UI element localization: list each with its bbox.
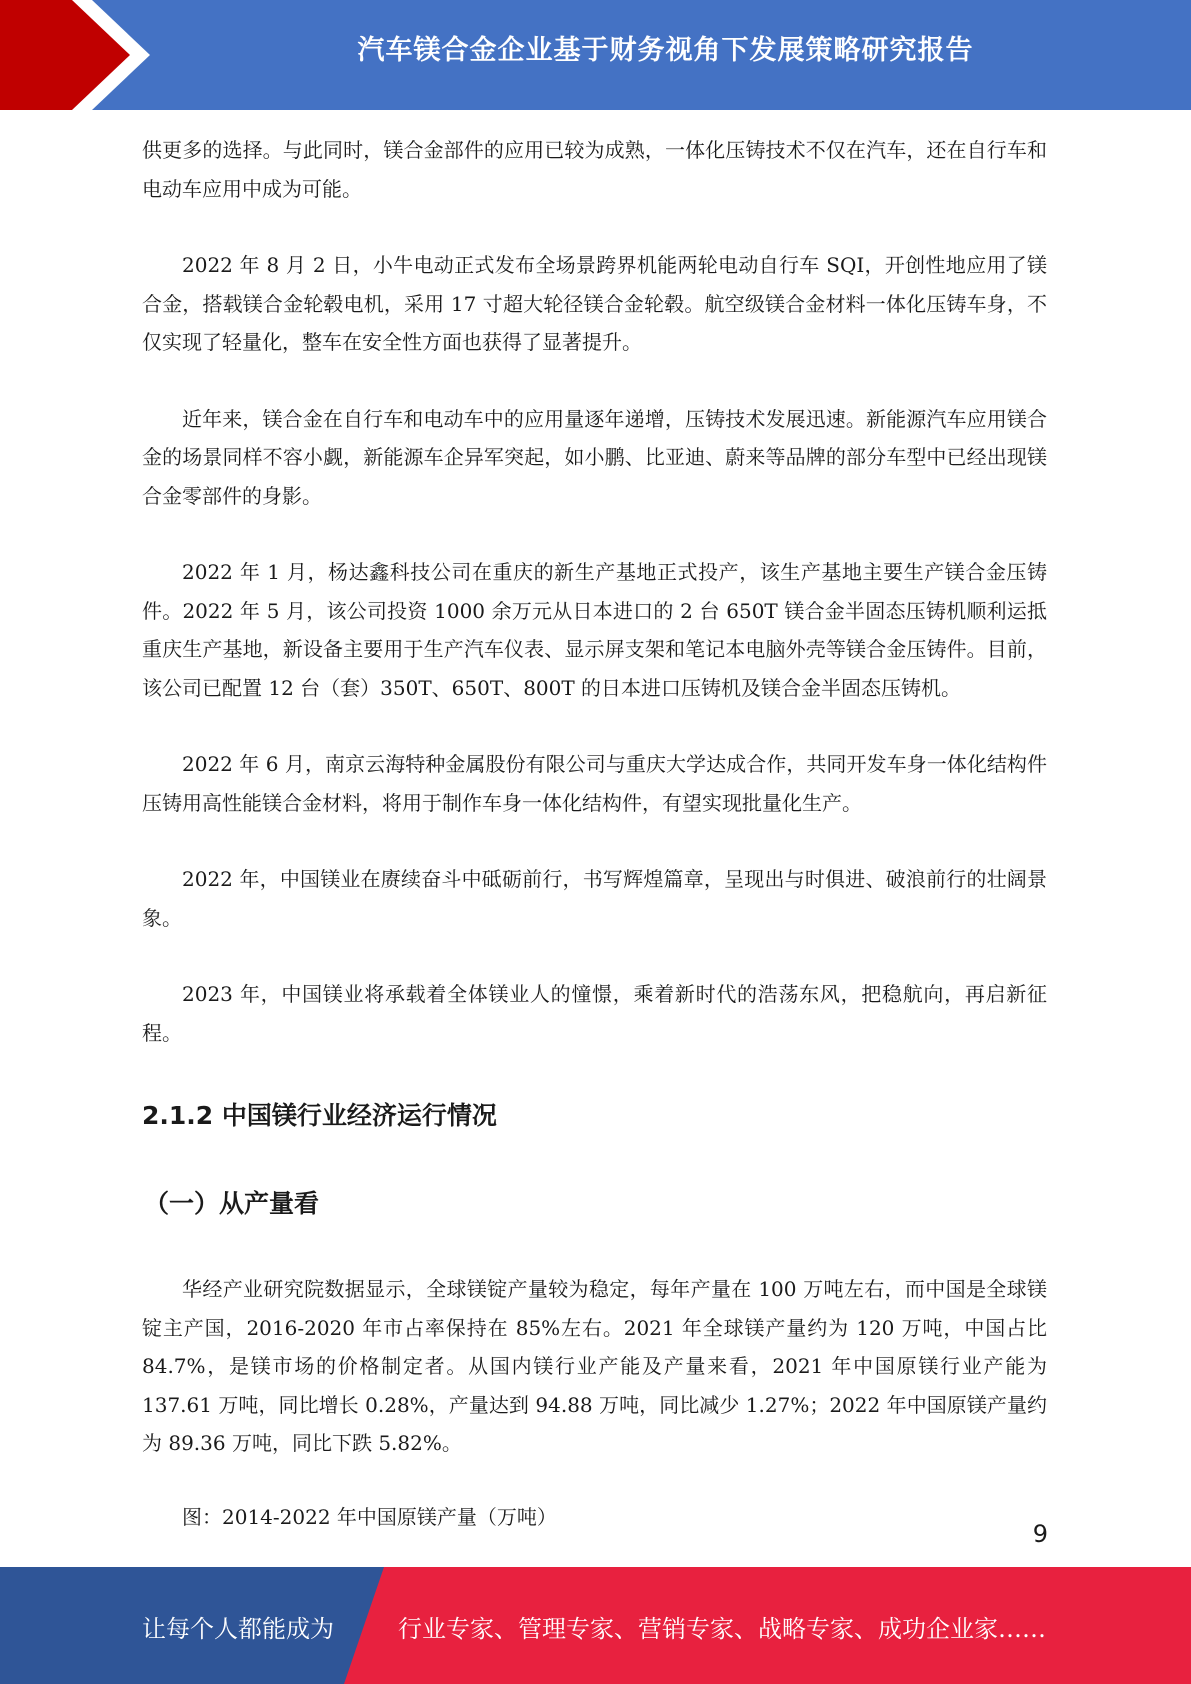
paragraph-2023: 2023 年，中国镁业将承载着全体镁业人的憧憬，乘着新时代的浩荡东风，把稳航向，再启新征程。 (142, 982, 1047, 1045)
paragraph-continuation: 供更多的选择。与此同时，镁合金部件的应用已较为成熟，一体化压铸技术不仅在汽车，还在自行车和电动车应用中成为可能。 (142, 138, 1047, 201)
header-arrow-icon (0, 0, 140, 110)
report-title: 汽车镁合金企业基于财务视角下发展策略研究报告 (357, 35, 974, 66)
page-footer (0, 1567, 1191, 1684)
page-number: 9 (1032, 1520, 1048, 1548)
page-header (0, 0, 1191, 110)
section-heading-2-1-2: 2.1.2 中国镁行业经济运行情况 (142, 1101, 497, 1130)
paragraph-yangdaxin: 2022 年 1 月，杨达鑫科技公司在重庆的新生产基地正式投产，该生产基地主要生产镁合金压铸件。2022 年 5 月，该公司投资 1000 余万元从日本进口的 2 台 650T 镁合金半固态压铸机顺利运抵重庆生产基地，新设备主要用于生产汽车仪表、显示屏支架和笔记本电脑外壳等镁合金压铸件。目前，该公司已配置 12 台（套）350T、650T、800T 的日本进口压铸机及镁合金半固态压铸机。 (142, 560, 1047, 700)
paragraph-niu-sqi: 2022 年 8 月 2 日，小牛电动正式发布全场景跨界机能两轮电动自行车 SQI，开创性地应用了镁合金，搭载镁合金轮毂电机，采用 17 寸超大轮径镁合金轮毂。航空级镁合金材料一体化压铸车身，不仅实现了轻量化，整车在安全性方面也获得了显著提升。 (142, 253, 1047, 354)
footer-slogan-right: 行业专家、管理专家、营销专家、战略专家、成功企业家…… (398, 1615, 1046, 1643)
paragraph-2022: 2022 年，中国镁业在赓续奋斗中砥砺前行，书写辉煌篇章，呈现出与时俱进、破浪前行的壮阔景象。 (142, 867, 1047, 930)
figure-caption: 图：2014-2022 年中国原镁产量（万吨） (182, 1504, 557, 1529)
paragraph-ev-application: 近年来，镁合金在自行车和电动车中的应用量逐年递增，压铸技术发展迅速。新能源汽车应用镁合金的场景同样不容小觑，新能源车企异军突起，如小鹏、比亚迪、蔚来等品牌的部分车型中已经出现镁合金零部件的身影。 (142, 406, 1047, 508)
subsection-heading-output: （一）从产量看 (144, 1189, 320, 1218)
paragraph-yunhai: 2022 年 6 月，南京云海特种金属股份有限公司与重庆大学达成合作，共同开发车身一体化结构件压铸用高性能镁合金材料，将用于制作车身一体化结构件，有望实现批量化生产。 (142, 752, 1047, 815)
paragraph-output-data: 华经产业研究院数据显示，全球镁锭产量较为稳定，每年产量在 100 万吨左右，而中国是全球镁锭主产国，2016-2020 年市占率保持在 85%左右。2021 年全球镁产量约为 120 万吨，中国占比 84.7%，是镁市场的价格制定者。从国内镁行业产能及产量来看，2021 年中国原镁行业产能为 137.61 万吨，同比增长 0.28%，产量达到 94.88 万吨，同比减少 1.27%；2022 年中国原镁产量约为 89.36 万吨，同比下跌 5.82%。 (142, 1277, 1047, 1455)
footer-slogan-left: 让每个人都能成为 (142, 1615, 334, 1643)
page-content (142, 131, 1047, 1530)
